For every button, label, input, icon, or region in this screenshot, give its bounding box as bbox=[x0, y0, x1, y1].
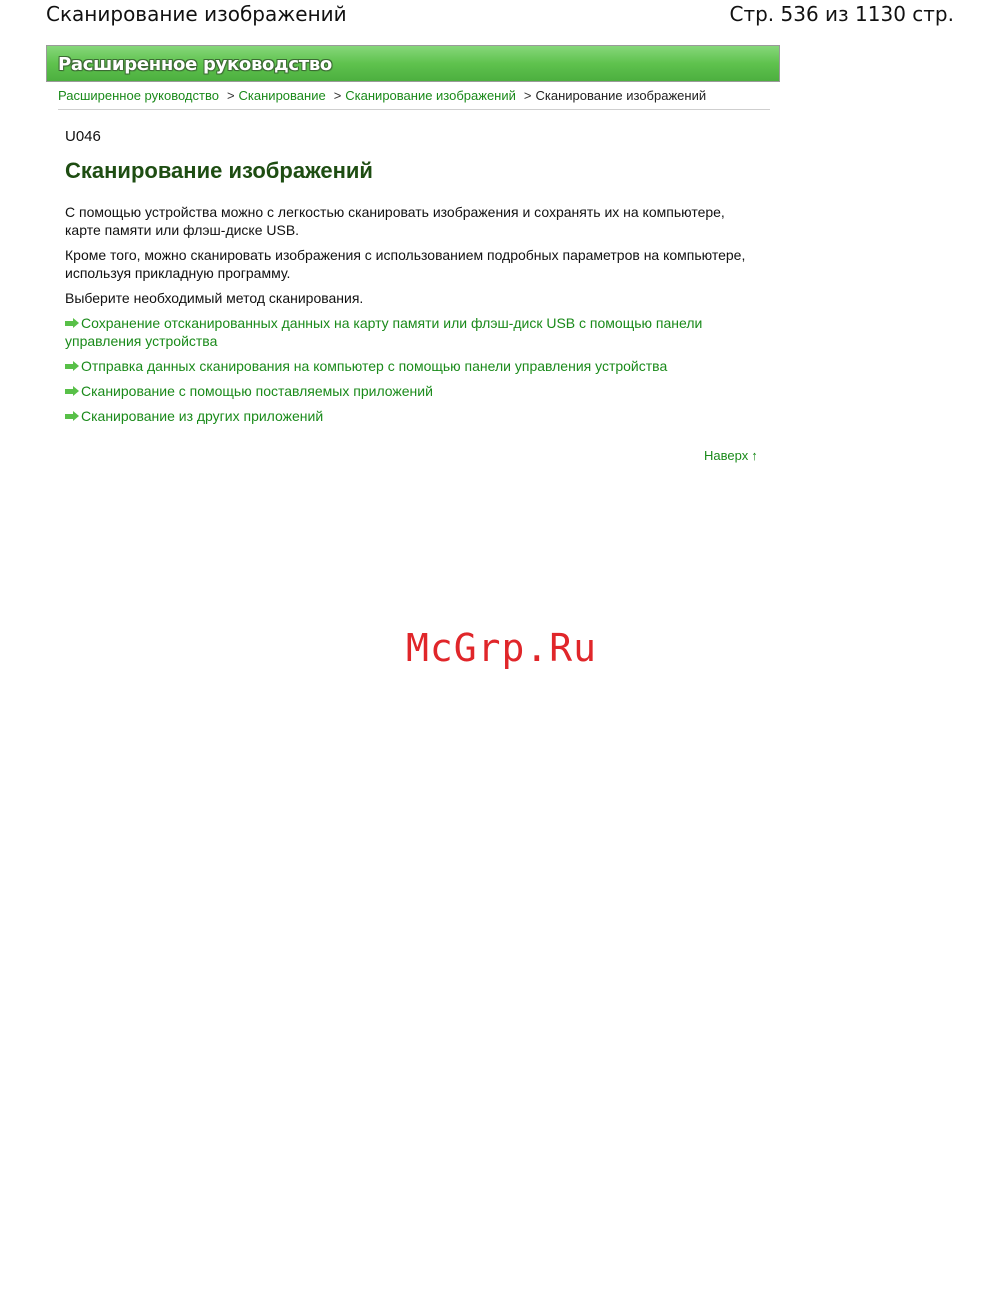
breadcrumb-link-scanning-images[interactable]: Сканирование изображений bbox=[345, 88, 516, 103]
print-header-title: Сканирование изображений bbox=[46, 2, 347, 26]
breadcrumb-link-guide[interactable]: Расширенное руководство bbox=[58, 88, 219, 103]
back-to-top-label[interactable]: Наверх bbox=[704, 448, 749, 463]
back-to-top-link[interactable] bbox=[704, 448, 758, 463]
section-banner bbox=[46, 45, 780, 82]
intro-paragraph: С помощью устройства можно с легкостью сканировать изображения и сохранять их на компьютере, карте памяти или флэш-диске USB. bbox=[65, 204, 725, 238]
green-arrow-icon bbox=[65, 411, 79, 421]
breadcrumb bbox=[58, 88, 770, 110]
up-arrow-icon: ↑ bbox=[751, 448, 758, 463]
list-item[interactable] bbox=[65, 314, 755, 350]
list-item[interactable] bbox=[65, 357, 755, 375]
green-arrow-icon bbox=[65, 318, 79, 328]
banner-title: Расширенное руководство bbox=[58, 54, 332, 75]
watermark-logo: McGrp.Ru bbox=[406, 626, 598, 670]
detail-paragraph: Кроме того, можно сканировать изображения с использованием подробных параметров на компьютере, используя прикладную программу. bbox=[65, 247, 746, 281]
breadcrumb-link-scanning[interactable]: Сканирование bbox=[238, 88, 326, 103]
scan-method-list bbox=[65, 314, 755, 425]
list-item[interactable] bbox=[65, 382, 755, 400]
main-content bbox=[65, 203, 755, 432]
topic-code: U046 bbox=[65, 128, 101, 145]
link-send-to-computer[interactable]: Отправка данных сканирования на компьютер с помощью панели управления устройства bbox=[81, 358, 668, 374]
breadcrumb-separator: > bbox=[333, 88, 342, 103]
list-item[interactable] bbox=[65, 407, 755, 425]
link-other-apps[interactable]: Сканирование из других приложений bbox=[81, 408, 324, 424]
breadcrumb-current: Сканирование изображений bbox=[535, 88, 707, 103]
link-save-to-memory[interactable]: Сохранение отсканированных данных на карту памяти или флэш-диск USB с помощью панели управления устройства bbox=[65, 315, 703, 349]
instruction-paragraph: Выберите необходимый метод сканирования. bbox=[65, 290, 364, 306]
breadcrumb-separator: > bbox=[226, 88, 235, 103]
print-page-number: Стр. 536 из 1130 стр. bbox=[729, 2, 954, 26]
link-bundled-apps[interactable]: Сканирование с помощью поставляемых приложений bbox=[81, 383, 433, 399]
green-arrow-icon bbox=[65, 361, 79, 371]
page-title: Сканирование изображений bbox=[65, 158, 373, 183]
breadcrumb-separator: > bbox=[523, 88, 532, 103]
green-arrow-icon bbox=[65, 386, 79, 396]
